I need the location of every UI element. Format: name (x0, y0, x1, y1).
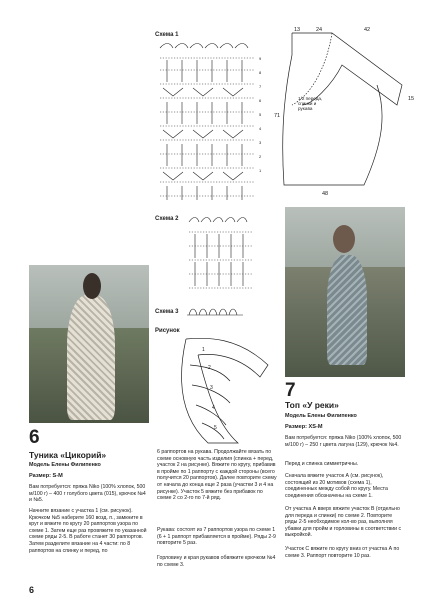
dim-15: 15 (408, 96, 415, 102)
tunic-pattern-drawing (168, 335, 278, 450)
svg-text:5: 5 (259, 112, 262, 117)
pattern-caption: 1/2 переда, спинки и рукава (298, 96, 323, 112)
tunic-photo (29, 265, 149, 423)
item7-step-a: Сначала вяжите участок А (см. рисунок), состоящий из 20 мотивов (схема 1), соединенных между собой по кругу. Места соединения обозначены на схеме 1. (285, 473, 388, 499)
schema2-label: Схема 2 (155, 216, 179, 222)
schema3-chart (185, 305, 245, 319)
item7-materials: Вам потребуется: пряжа Niko (100% хлопок, 500 м/100 г) – 250 г цвета лагуна (129), крючок №4. (285, 435, 402, 448)
top-photo (285, 207, 405, 377)
item6-step2: 6 раппортов на рукава. Продолжайте вязать по схеме основную часть изделия (спинка + перед, участок 2 на рисунке). Вяжите по кругу, прибавив в пройме по 1 раппорту с каждой стороны (всего получится 20 раппортов). Далее повторите схему от начала до конца еще 2 раза (участки 3 и 4 на рисунке). Участок 5 вяжите без прибавок по схеме 2 со 2-го по 7-й ряд. (157, 449, 277, 502)
dim-71: 71 (274, 113, 281, 119)
dim-24: 24 (316, 27, 323, 33)
svg-text:5: 5 (214, 425, 217, 431)
page-number: 6 (29, 585, 35, 595)
svg-text:4: 4 (259, 126, 262, 131)
svg-text:2: 2 (259, 154, 262, 159)
svg-text:7: 7 (259, 84, 262, 89)
schema2-chart (185, 214, 260, 296)
item7-size: Размер: XS-M (285, 424, 323, 430)
item7-step-c: Участок С вяжите по кругу вниз от участка А по схеме 3. Раппорт повторите 10 раз. (285, 546, 400, 559)
schema1-chart (155, 40, 270, 205)
item6-materials: Вам потребуется: пряжа Niko (100% хлопок, 500 м/100 г) – 400 г голубого цвета (015), крючок №4 и №5. (29, 484, 146, 504)
svg-text:4: 4 (212, 405, 215, 411)
svg-text:1: 1 (202, 347, 205, 353)
svg-text:3: 3 (259, 140, 262, 145)
item6-number: 6 (29, 427, 40, 448)
dim-42: 42 (364, 27, 371, 33)
svg-text:8: 8 (259, 70, 262, 75)
item6-sleeves: Рукава: состоят из 7 раппортов узора по схеме 1 (6 + 1 раппорт прибавляется в пройме). Ряды 2-9 повторите 5 раз. (157, 527, 276, 547)
item7-symmetry: Перед и спинка симметричны. (285, 461, 359, 467)
item6-finishing: Горловину и края рукавов обвяжите крючком №4 по схеме 3. (157, 555, 276, 568)
dim-48: 48 (322, 191, 329, 197)
item7-title: Топ «У реки» (285, 400, 339, 410)
item6-step1: Начните вязание с участка 1 (см. рисунок). Крючком №5 наберите 160 возд. п., замкните в круг и вяжите по кругу 20 раппортов узора по схеме 1. Затем еще раз провяжите по указанной схеме ряды 2-5. В работе станет 30 раппортов. Затем разделите вязание на 4 части: по 8 раппортов на спинку и перед, по (29, 508, 147, 554)
item6-size: Размер: S-M (29, 473, 63, 479)
dim-13: 13 (294, 27, 301, 33)
svg-text:9: 9 (259, 56, 262, 61)
svg-text:3: 3 (210, 385, 213, 391)
schema3-label: Схема 3 (155, 309, 179, 315)
svg-text:2: 2 (208, 365, 211, 371)
schema1-label: Схема 1 (155, 32, 179, 38)
item7-model: Модель Елены Филипенко (285, 413, 357, 419)
item6-title: Туника «Цикорий» (29, 450, 107, 460)
item7-step-b: От участка А вверх вяжите участок B (отдельно для переда и спинки) по схеме 2. Повторите ряды 2-5 необходимое кол-во раз, выполняя убавки для пройм и горловины в соответствии с выкройкой. (285, 506, 402, 539)
pattern-drawing-top (272, 25, 422, 200)
svg-text:1: 1 (259, 168, 262, 173)
item6-model: Модель Елены Филипенко (29, 462, 101, 468)
svg-text:6: 6 (259, 98, 262, 103)
item7-number: 7 (285, 380, 296, 401)
drawing-label: Рисунок (155, 328, 180, 334)
